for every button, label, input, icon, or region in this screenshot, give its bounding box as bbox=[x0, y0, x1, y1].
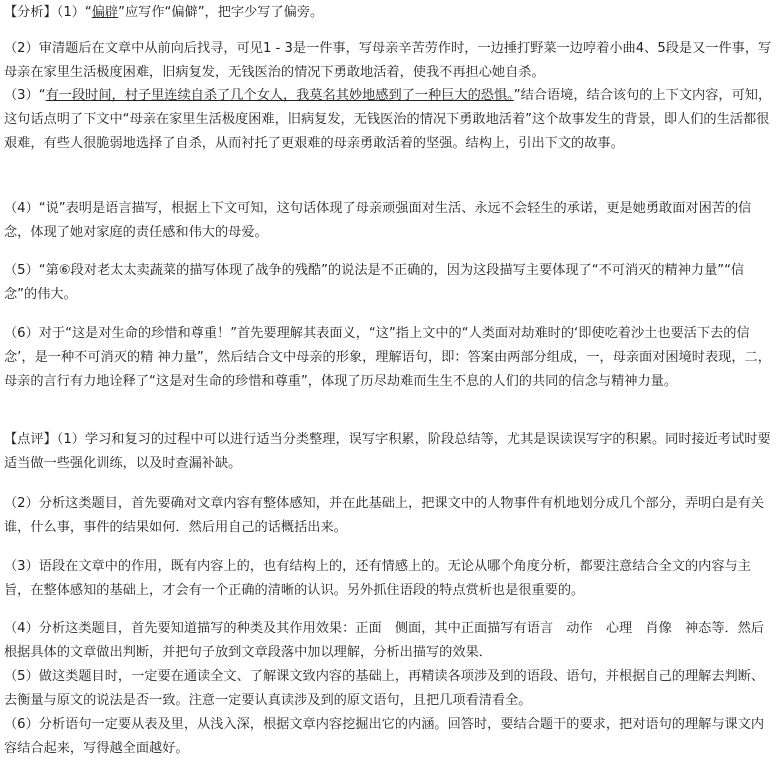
comment-item-1: 【点评】（1）学习和复习的过程中可以进行适当分类整理，误写字积累，阶段总结等，尤其是误读误写字的积累。同时接近考试时要适当做一些强化训练，以及时查漏补缺。 bbox=[4, 432, 771, 471]
comment-item-5: （5）做这类题目时，一定要在通读全文、了解课文致内容的基础上，再精读各项涉及到的语段、语句，并根据自己的理解去判断、去衡量与原文的说法是否一致。注意一定要认真读涉及到的原文语句，且把几项看清看全。 bbox=[4, 669, 765, 708]
analysis-item-1-underlined-word: 偏辟 bbox=[91, 5, 119, 20]
comment-item-3: （3）语段在文章中的作用，既有内容上的，也有结构上的，还有情感上的。无论从哪个角度分析，都要注意结合全文的内容与主旨，在整体感知的基础上，才会有一个正确的清晰的认识。另外抓住语段的特点赏析也是很重要的。 bbox=[4, 559, 751, 598]
analysis-item-1 bbox=[4, 1, 772, 25]
analysis-item-2: （2）审清题后在文章中从前向后找寻，可见1 - 3是一件事，写母亲辛苦劳作时，一边捶打野菜一边哼着小曲4、5段是又一件事，写母亲在家里生活极度困难，旧病复发，无钱医治的情况下勇敢地活着，使我不再担心她自杀。 bbox=[4, 41, 772, 80]
analysis-item-4: （4）“说”表明是语言描写，根据上下文可知，这句话体现了母亲顽强面对生活、永远不会轻生的承诺，更是她勇敢面对困苦的信念，体现了她对家庭的责任感和伟大的母爱。 bbox=[4, 201, 752, 240]
analysis-item-1-prefix: 【分析】（1）“ bbox=[4, 5, 92, 20]
comment-item-6: （6）分析语句一定要从表及里，从浅入深，根据文章内容挖掘出它的内涵。回答时，要结合题干的要求，把对语句的理解与课文内容结合起来，写得越全面越好。 bbox=[4, 717, 765, 756]
analysis-item-3 bbox=[4, 84, 772, 156]
analysis-item-6: （6）对于“这是对生命的珍惜和尊重！”首先要理解其表面义，“这”指上文中的“人类面对劫难时的‘即使吃着沙土也要活下去的信念’，是一种不可消灭的精 神力量”，然后结合文中母亲的形象，理解语句，即：答案由两部分组成，一，母亲面对困境时表现，二，母亲的言行有力地诠释了“这是对生命的珍惜和尊重”，体现了历尽劫难而生生不息的人们的共同的信念与精神力量。 bbox=[4, 326, 771, 389]
analysis-item-3-prefix: （3）“ bbox=[4, 88, 46, 103]
analysis-item-1-suffix: ”应写作“偏僻”，把字少写了偏旁。 bbox=[118, 5, 324, 20]
comment-item-4: （4）分析这类题目，首先要知道描写的种类及其作用效果：正面 侧面，其中正面描写有语言 动作 心理 肖像 神态等．然后根据具体的文章做出判断，并把句子放到文章段落中加以理解，分析出描写的效果． bbox=[4, 621, 765, 660]
analysis-item-3-suffix: ”结合语境，结合该句的上下文内容，可知，这句话点明了下文中“母亲在家里生活极度困难，旧病复发，无钱医治的情况下勇敢地活着”这个故事发生的背景，即人们的生活都很艰难，有些人很脆弱地选择了自杀，从而衬托了更艰难的母亲勇敢活着的坚强。结构上，引出下文的故事。 bbox=[4, 88, 772, 151]
analysis-item-5: （5）“第⑥段对老太太卖蔬菜的描写体现了战争的残酷”的说法是不正确的，因为这段描写主要体现了“不可消灭的精神力量”“信念”的伟大。 bbox=[4, 263, 745, 302]
analysis-item-3-underlined-quote: 有一段时间，村子里连续自杀了几个女人，我莫名其妙地感到了一种巨大的恐惧。 bbox=[45, 88, 514, 103]
comment-item-2: （2）分析这类题目，首先要确对文章内容有整体感知，并在此基础上，把课文中的人物事件有机地划分成几个部分，弄明白是有关谁，什么事，事件的结果如何．然后用自己的话概括出来。 bbox=[4, 496, 765, 535]
